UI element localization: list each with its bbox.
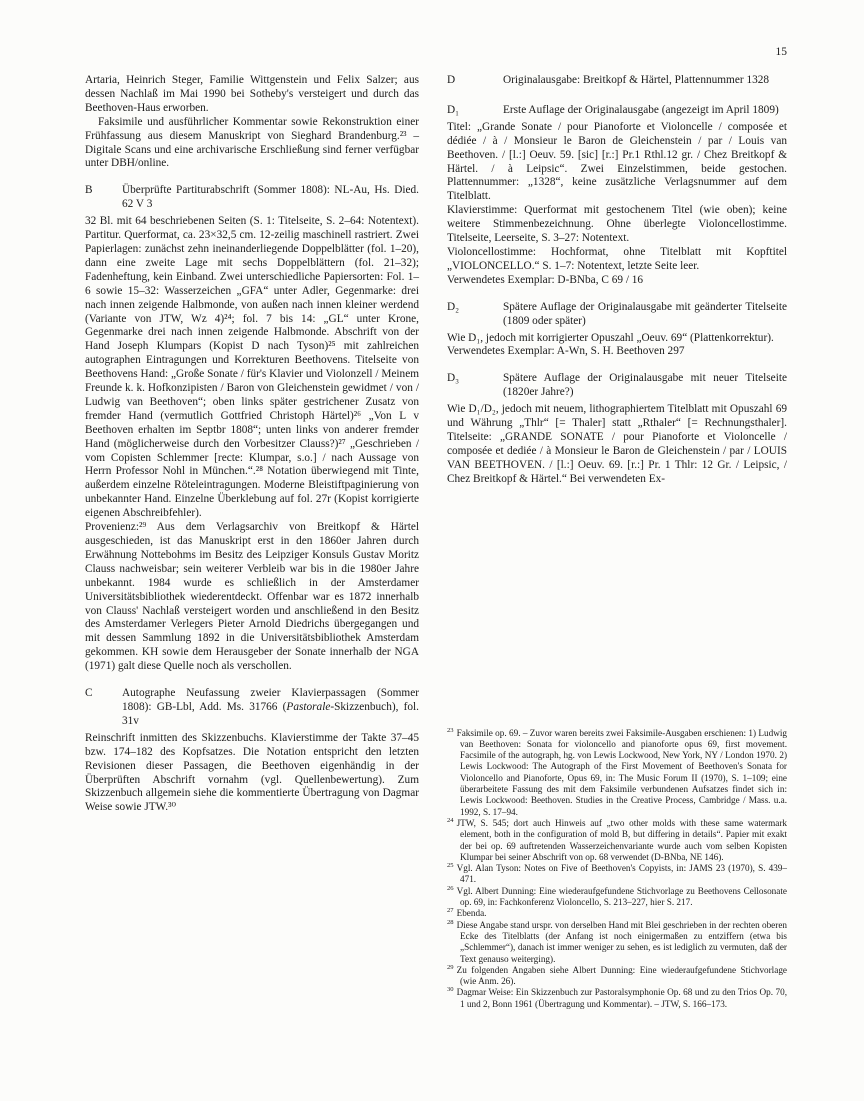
section-title-d: Originalausgabe: Breitkopf & Härtel, Plattennummer 1328 [503,74,770,86]
footnote-25 [447,863,787,886]
section-letter-b: B [85,184,93,197]
paragraph-reinschrift: Reinschrift inmitten des Skizzenbuchs. Klavierstimme der Takte 37–45 bzw. 174–182 des Kopfsatzes. Die Notation entspricht den letzten Revisionen dieser Passagen, die Beethoven eigenhändig in der Überprüften Abschrift vornahm (vgl. Quellenbewertung). Zum Skizzenbuch allgemein siehe die kommentierte Übertragung von Dagmar Weise sowie JTW.³⁰ [85,731,419,814]
paragraph-wie-d1-d2: Wie D₁/D₂, jedoch mit neuem, lithographiertem Titelblatt mit Opuszahl 69 und Währung „Thlr“ [= Thaler] statt „Rthaler“ [= Rechnungsthaler]. Titelseite: „GRANDE SONATE / pour Pianoforte et Violoncelle / composée et dediée / à Monsieur le Baron de Gleichenstein / par / LOUIS VAN BEETHOVEN. / [l.:] Oeuv. 69. [r.:] Pr. 1 Thlr: 12 Gr. / Leipsic, / Chez Breitkopf & Härtel.“ Bei verwendeten Ex- [447,403,787,485]
footnote-number: 23 [447,726,454,734]
section-title-c-pre: Autographe Neufassung zweier Klavierpassagen (Sommer 1808): GB-Lbl, Add. Ms. 31766 ( [122,687,419,713]
footnote-number: 24 [447,816,454,824]
section-header-d [447,74,787,88]
section-title-c [122,687,419,729]
paragraph-exemplar-d1: Verwendetes Exemplar: D-BNba, C 69 / 16 [447,273,644,286]
footnote-text: Vgl. Albert Dunning: Eine wiederaufgefundene Stichvorlage zu Beethovens Cellosonate op. 69, in: Fachkonferenz Violoncello, S. 213–227, hier S. 217. [456,885,787,908]
section-title-b: Überprüfte Partiturabschrift (Sommer 1808): NL-Au, Hs. Died. 62 V 3 [122,184,419,211]
paragraph-faksimile: Faksimile und ausführlicher Kommentar sowie Rekonstruktion einer Frühfassung aus diesem Manuskript von Sieghard Brandenburg.²³ – Digitale Scans und eine archivarische Erschließung sind ferner verfügbar unter DBH/online. [85,115,419,170]
section-title-d3: Spätere Auflage der Originalausgabe mit neuer Titelseite (1820er Jahre?) [503,372,787,399]
footnote-number: 30 [447,986,454,994]
footnote-23 [447,728,787,818]
footnote-text: Faksimile op. 69. – Zuvor waren bereits zwei Faksimile-Ausgaben erschienen: 1) Ludwig van Beethoven: Sonata for violoncello and pianoforte opus 69, first movement. Facsimile of the autograph, hg. von Lewis Lockwood, New York, NY / London 1970. 2) Lewis Lockwood: The Autograph of the First Movement of Beethoven's Sonata for Violoncello and Pianoforte, Opus 69, in: The Music Forum II (1970), S. 1–109; eine überarbeitete Fassung des mit dem Faksimile verbundenen Aufsatzes findet sich in: Lewis Lockwood: Beethoven. Studies in the Creative Process, Cambridge / Mass. u.a. 1992, S. 17–94. [456,727,787,817]
columns [85,74,787,1014]
section-title-c-post: -Skizzenbuch), fol. 31v [122,700,420,727]
footnote-text: Dagmar Weise: Ein Skizzenbuch zur Pastoralsymphonie Op. 68 und zu den Trios Op. 70, 1 und 2, Bonn 1961 (Übertragung und Kommentar). – JTW, S. 166–173. [456,987,787,1009]
paragraph-exemplar-d2: Verwendetes Exemplar: A-Wn, S. H. Beethoven 297 [447,345,685,358]
right-column [447,74,787,1014]
footnote-text: Vgl. Alan Tyson: Notes on Five of Beethoven's Copyists, in: JAMS 23 (1970), S. 439–471. [456,863,787,885]
paragraph-wie-d1: Wie D₁, jedoch mit korrigierter Opuszahl „Oeuv. 69“ (Plattenkorrektur). [447,331,774,344]
section-header-b [85,184,419,212]
footnote-30 [447,987,787,1010]
footnote-28 [447,920,787,965]
section-header-d1 [447,104,787,118]
footnote-29 [447,965,787,988]
section-title-c-italic: Pastorale [286,700,331,713]
section-title-d2: Spätere Auflage der Originalausgabe mit geänderter Titelseite (1809 oder später) [503,300,787,327]
section-letter-d2: D₂ [447,300,460,313]
footnote-text: Zu folgenden Angaben siehe Albert Dunning: Eine wiederaufgefundene Stichvorlage (wie Anm. 26). [456,964,787,987]
paragraph-provenienz: Provenienz:²⁹ Aus dem Verlagsarchiv von Breitkopf & Härtel ausgeschieden, ist das Manuskript erst in den 1860er Jahren durch Erwähnung Nottebohms im Besitz des Leipziger Konsuls Gustav Moritz Clauss nachweisbar; sein weiterer Verbleib war bis in die 1980er Jahre unbekannt. 1984 wurde es schließlich in der Amsterdamer Universitätsbibliothek wiederentdeckt. Offenbar war es 1872 innerhalb von Clauss' Nachlaß versteigert worden und anschließend in den Besitz des Amsterdamer Verlegers Pieter Arnold Diedrichs übergegangen und mit dessen Sammlung 1892 in die Universitätsbibliothek Amsterdam gekommen. KH sowie dem Herausgeber der Sonate innerhalb der NGA (1971) galt diese Quelle noch als verschollen. [85,521,419,673]
footnote-number: 28 [447,918,454,926]
footnote-number: 27 [447,907,454,915]
section-letter-c: C [85,687,93,700]
footnotes-block [447,728,787,1014]
left-column [85,74,419,1014]
paragraph-source-description: 32 Bl. mit 64 beschriebenen Seiten (S. 1: Titelseite, S. 2–64: Notentext). Partitur. Querformat, ca. 23×32,5 cm. 12-zeilig maschinell rastriert. Zwei Papierlagen: zunächst zehn ineinanderliegende Doppelblätter (fol. 1–20), dann eine zweite Lage mit sechs Doppelblättern (fol. 21–32); Fadenheftung, kein Einband. Zwei unterschiedliche Papiersorten: Fol. 1–6 sowie 15–32: Wasserzeichen „GFA“ unter Adler, Gegenmarke: drei nach innen zeigende Halbmonde, von außen nach innen kleiner werdend (Variante von JTW, Wz 4)²⁴; fol. 7 bis 14: „GL“ unter Krone, Gegenmarke drei nach innen zeigende Halbmonde. Abschrift von der Hand Joseph Klumpars (Kopist D nach Tyson)²⁵ mit zahlreichen autographen Eintragungen und Korrekturen Beethovens. Titelseite von Beethovens Hand: „Große Sonate / für's Klavier und Violonzell / Meinem Freunde k. k. Hofkonzipisten / Baron von Gleichenstein gewidmet / von / Ludwig van Beethoven“; oben links später gestrichener Zusatz von fremder Hand (vermutlich Gottfried Christoph Härtel)²⁶ „Von L v Beethoven erhalten im Septbr 1808“; unten links von anderer fremder Hand (möglicherweise durch den Vorbesitzer Clauss?)²⁷ „Geschrieben / vom Copisten Schlemmer [recte: Klumpar, s.o.] / nach Aussage von Herrn Professor Nohl in München.“.²⁸ Notation überwiegend mit Tinte, außerdem einzelne Röteleintragungen. Moderne Bleistiftpaginierung von unbekannter Hand. Einzelne Überklebung auf fol. 27r (Kopist korrigierte eigenen Abschreibfehler). [85,215,419,520]
section-header-d2 [447,301,787,329]
footnote-number: 26 [447,884,454,892]
page-number: 15 [775,46,787,58]
section-letter-d1: D₁ [447,103,460,116]
footnote-text: Ebenda. [456,908,487,919]
footnote-24 [447,818,787,863]
section-letter-d: D [447,74,456,86]
paragraph-violoncellostimme: Violoncellostimme: Hochformat, ohne Titelblatt mit Kopftitel „VIOLONCELLO.“ S. 1–7: Notentext, letzte Seite leer. [447,245,787,272]
footnote-number: 29 [447,963,454,971]
section-header-d3 [447,372,787,400]
paragraph-artaria: Artaria, Heinrich Steger, Familie Wittgenstein und Felix Salzer; aus dessen Nachlaß im Mai 1990 bei Sotheby's versteigert und durch das Beethoven-Haus erworben. [85,74,419,114]
section-title-d1: Erste Auflage der Originalausgabe (angezeigt im April 1809) [503,103,779,116]
paragraph-titel: Titel: „Grande Sonate / pour Pianoforte et Violoncelle / composée et dédiée / à / Monsieur le Baron de Gleichenstein / par / Louis van Beethoven. / [l.:] Oeuv. 59. [sic] [r.:] Pr.1 Rthl.12 gr. / Chez Breitkopf & Härtel. / à Leipsic“. Zwei Einzelstimmen, beide gestochen. Plattennummer: „1328“, keine zusätzliche Verlagsnummer auf dem Titelblatt. [447,120,787,203]
footnote-text: JTW, S. 545; dort auch Hinweis auf „two other molds with these same watermark element, both in the configuration of mold B, but differing in details“. Papier mit exakt der bei op. 69 auftretenden Wasserzeichenvariante wurde auch vom selben Kopisten Klumpar bei seiner Abschrift von op. 68 verwendet (D-BNba, NE 146). [456,817,787,862]
footnote-text: Diese Angabe stand urspr. von derselben Hand mit Blei geschrieben in der rechten oberen Ecke des Titelblatts (der Anfang ist noch einigermaßen zu entziffern (etwa bis „Schlemmer“), danach ist immer weniger zu sehen, es ist lediglich zu vermuten, daß der Text genauso weiterging). [456,919,787,964]
footnote-26 [447,886,787,909]
footnote-27 [447,908,787,919]
section-header-c [85,687,419,729]
section-letter-d3: D₃ [447,372,460,385]
paragraph-klavierstimme: Klavierstimme: Querformat mit gestochenem Titel (wie oben); keine weitere Stimmenbezeichnung. Ohne überlegte Violoncellostimme. Titelseite, Leerseite, S. 3–27: Notentext. [447,204,787,245]
footnote-number: 25 [447,862,454,870]
